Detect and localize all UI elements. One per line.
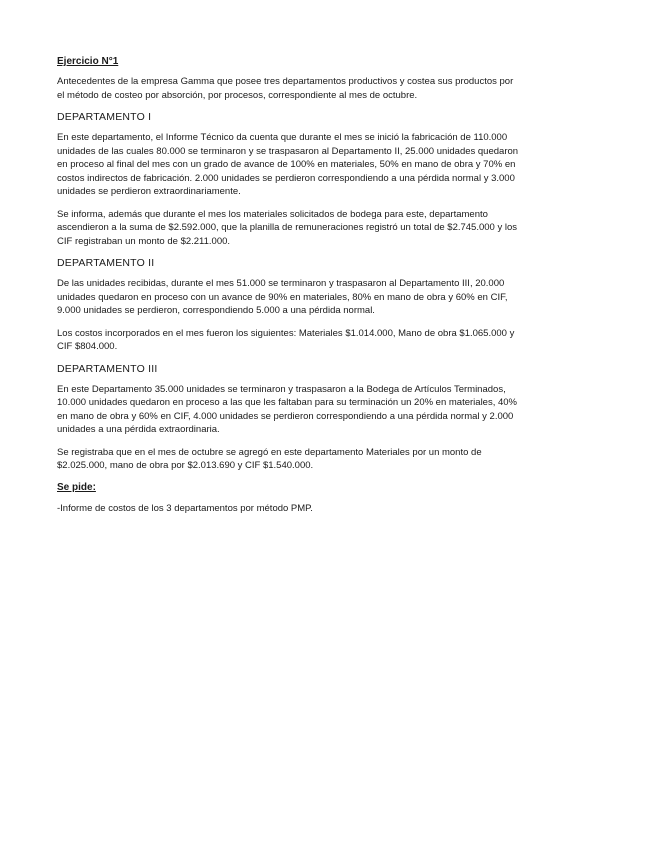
dept2-heading: DEPARTAMENTO II [57, 257, 155, 269]
dept3-paragraph-1: En este Departamento 35.000 unidades se terminaron y traspasaron a la Bodega de Artículos Terminados, 10.000 unidades quedaron en proceso a las que les faltaban para su terminación un 20% en materiales, 40% en mano de obra y 60% en CIF, 4.000 unidades se perdieron correspondiendo a una pérdida normal y 2.000 unidades a una pérdida extraordinaria. [57, 383, 518, 435]
exercise-title: Ejercicio N°1 [57, 56, 119, 67]
dept3-paragraph-2: Se registraba que en el mes de octubre se agregó en este departamento Materiales por un monto de $2.025.000, mano de obra por $2.013.690 y CIF $1.540.000. [57, 446, 482, 471]
document-page [57, 56, 519, 524]
dept2-paragraph-2: Los costos incorporados en el mes fueron los siguientes: Materiales $1.014.000, Mano de obra $1.065.000 y CIF $804.000. [57, 327, 515, 352]
intro-paragraph: Antecedentes de la empresa Gamma que posee tres departamentos productivos y costea sus productos por el método de costeo por absorción, por procesos, correspondiente al mes de octubre. [57, 76, 514, 101]
dept1-heading: DEPARTAMENTO I [57, 111, 152, 123]
dept3-heading: DEPARTAMENTO III [57, 362, 158, 375]
request-heading: Se pide: [57, 481, 96, 493]
dept1-paragraph-1: En este departamento, el Informe Técnico da cuenta que durante el mes se inició la fabricación de 110.000 unidades de las cuales 80.000 se terminaron y se traspasaron al Departamento II, 25.000 unidades quedaron en proceso al final del mes con un grado de avance de 100% en materiales, 50% en mano de obra y 70% en costos indirectos de fabricación. 2.000 unidades se perdieron correspondiendo a una pérdida normal y 3.000 unidades se perdieron extraordinariamente. [57, 132, 519, 197]
dept1-paragraph-2: Se informa, además que durante el mes los materiales solicitados de bodega para este, departamento ascendieron a la suma de $2.592.000, que la planilla de remuneraciones registró un total de $2.745.000 y los CIF registraban un monto de $2.211.000. [57, 208, 518, 247]
request-item: -Informe de costos de los 3 departamentos por método PMP. [57, 502, 313, 514]
dept2-paragraph-1: De las unidades recibidas, durante el mes 51.000 se terminaron y traspasaron al Departamento III, 20.000 unidades quedaron en proceso con un avance de 90% en materiales, 80% en mano de obra y 60% en CIF, 9.000 unidades se perdieron, correspondiendo 5.000 a una pérdida normal. [57, 278, 508, 316]
